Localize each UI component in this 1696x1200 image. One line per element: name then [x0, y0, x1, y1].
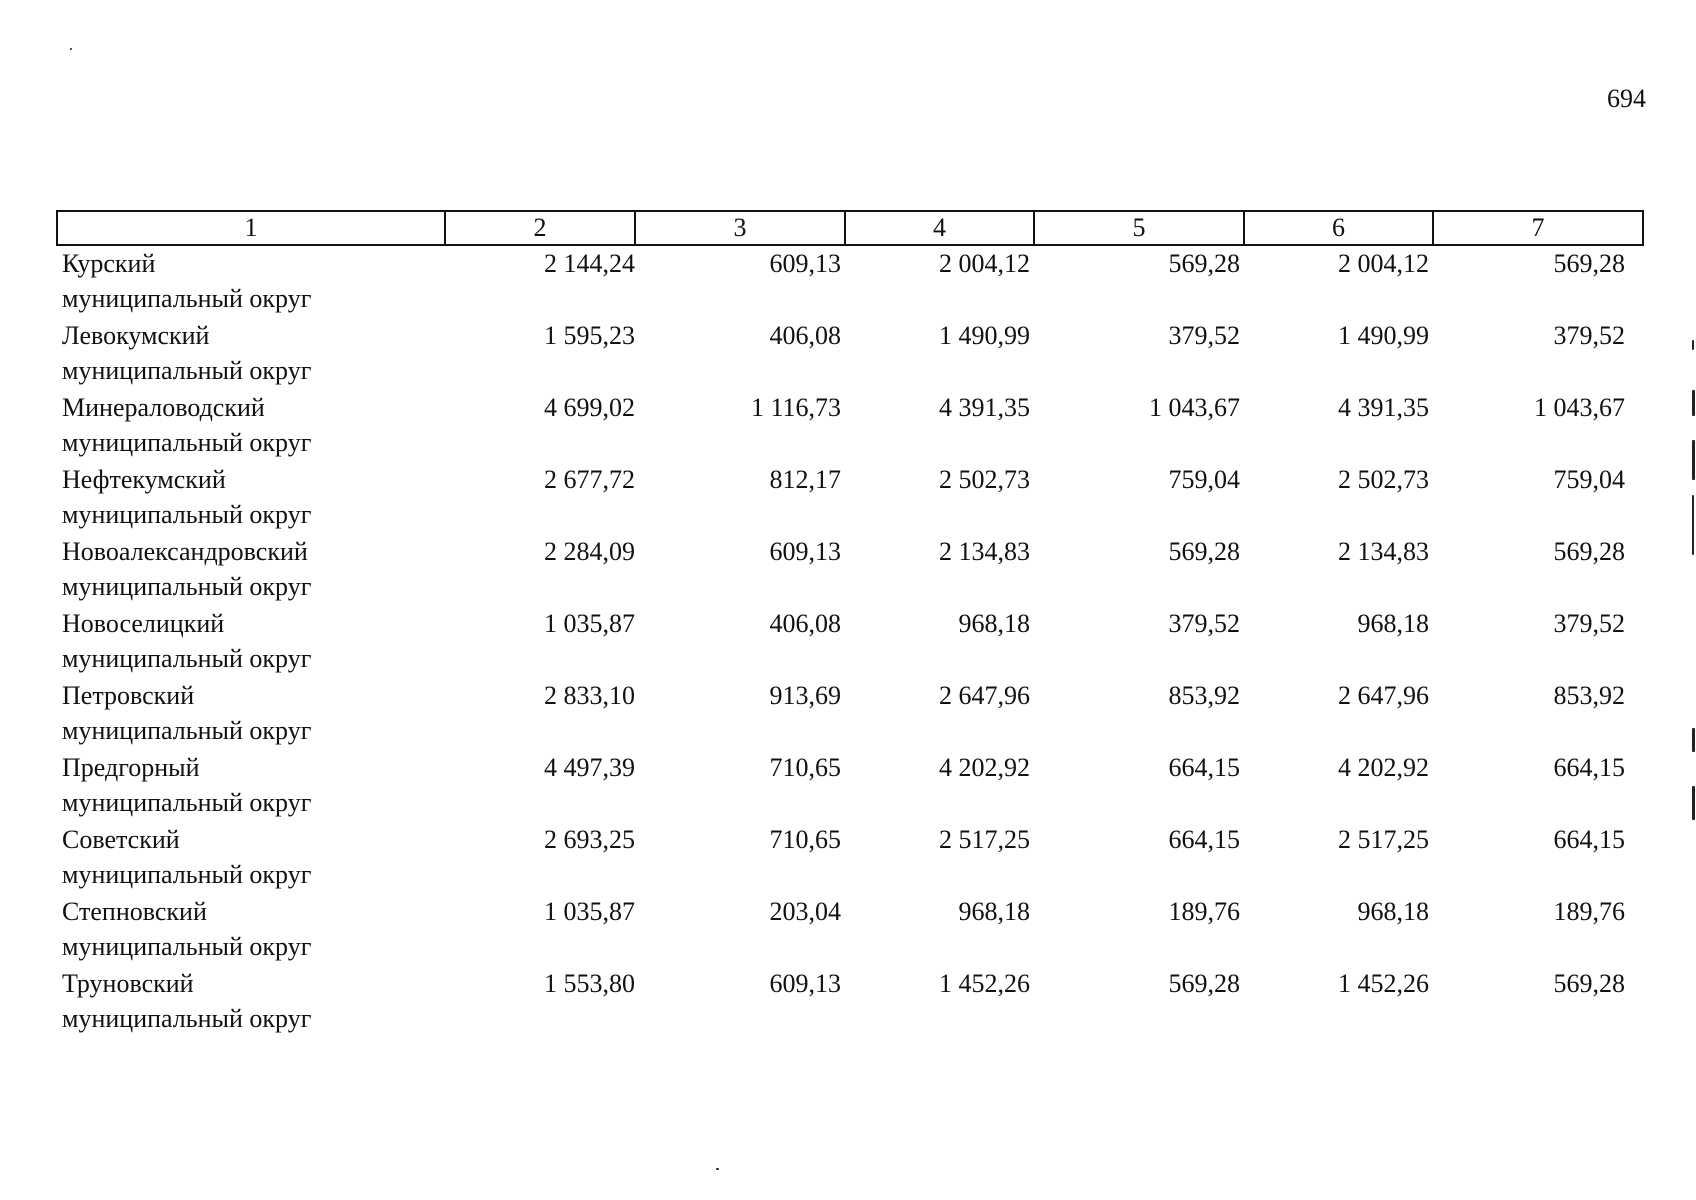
- value-cell-c3: 1 116,73: [750, 393, 841, 422]
- table-row: [57, 678, 1643, 750]
- column-header: 1: [57, 211, 445, 245]
- column-header: 4: [845, 211, 1034, 245]
- value-cell-c7: 759,04: [1553, 465, 1625, 494]
- value-cell-c4: 2 517,25: [939, 825, 1030, 854]
- value-cell-c3: 913,69: [769, 681, 841, 710]
- value-cell-c6: 4 391,35: [1338, 393, 1429, 422]
- value-cell-c6: 968,18: [1357, 609, 1429, 638]
- value-cell-c4: 1 452,26: [939, 969, 1030, 998]
- value-cell-c3: 609,13: [769, 249, 841, 278]
- district-type: муниципальный округ: [62, 284, 312, 313]
- value-cell-c4: 1 490,99: [939, 321, 1030, 350]
- district-type: муниципальный округ: [62, 788, 312, 817]
- district-name: Новоселицкий: [62, 609, 225, 638]
- district-type: муниципальный округ: [62, 932, 312, 961]
- district-type: муниципальный округ: [62, 428, 312, 457]
- table-row: [57, 750, 1643, 822]
- value-cell-c7: 853,92: [1553, 681, 1625, 710]
- district-type: муниципальный округ: [62, 1004, 312, 1033]
- value-cell-c5: 379,52: [1168, 321, 1240, 350]
- value-cell-c7: 189,76: [1553, 897, 1625, 926]
- scan-speck: [716, 1168, 719, 1170]
- value-cell-c2: 1 553,80: [544, 969, 635, 998]
- district-name: Труновский: [62, 969, 194, 998]
- value-cell-c3: 710,65: [769, 753, 841, 782]
- district-name: Степновский: [62, 897, 207, 926]
- value-cell-c7: 664,15: [1553, 753, 1625, 782]
- scan-speck: [1692, 728, 1695, 752]
- value-cell-c7: 569,28: [1553, 969, 1625, 998]
- value-cell-c7: 569,28: [1553, 537, 1625, 566]
- table-row: [57, 462, 1643, 534]
- district-name: Нефтекумский: [62, 465, 226, 494]
- district-name-cell: [57, 966, 445, 1038]
- value-cell-c3: 609,13: [769, 537, 841, 566]
- value-cell-c7: 379,52: [1553, 609, 1625, 638]
- value-cell-c4: 968,18: [958, 897, 1030, 926]
- value-cell-c5: 379,52: [1168, 609, 1240, 638]
- value-cell-c3: 710,65: [769, 825, 841, 854]
- value-cell-c3: 812,17: [769, 465, 841, 494]
- value-cell-c6: 1 452,26: [1338, 969, 1429, 998]
- value-cell-c6: 2 134,83: [1338, 537, 1429, 566]
- district-type: муниципальный округ: [62, 644, 312, 673]
- value-cell-c6: 2 647,96: [1338, 681, 1429, 710]
- table-row: [57, 318, 1643, 390]
- table-body: [57, 245, 1643, 1038]
- value-cell-c5: 664,15: [1168, 753, 1240, 782]
- column-header: 3: [635, 211, 845, 245]
- value-cell-c5: 569,28: [1168, 249, 1240, 278]
- value-cell-c2: 1 035,87: [544, 609, 635, 638]
- value-cell-c5: 1 043,67: [1149, 393, 1240, 422]
- value-cell-c3: 406,08: [769, 609, 841, 638]
- value-cell-c4: 2 647,96: [939, 681, 1030, 710]
- column-header: 7: [1433, 211, 1643, 245]
- value-cell-c5: 569,28: [1168, 537, 1240, 566]
- value-cell-c7: 569,28: [1553, 249, 1625, 278]
- district-name-cell: [57, 750, 445, 822]
- value-cell-c2: 4 497,39: [544, 753, 635, 782]
- district-name-cell: [57, 894, 445, 966]
- value-cell-c5: 759,04: [1168, 465, 1240, 494]
- value-cell-c2: 4 699,02: [544, 393, 635, 422]
- data-table: [56, 210, 1644, 1038]
- table-row: [57, 245, 1643, 318]
- district-name-cell: [57, 678, 445, 750]
- district-type: муниципальный округ: [62, 716, 312, 745]
- table-row: [57, 822, 1643, 894]
- value-cell-c4: 4 202,92: [939, 753, 1030, 782]
- scan-speck: [1692, 786, 1695, 820]
- column-header: 2: [445, 211, 635, 245]
- district-name-cell: [57, 606, 445, 678]
- value-cell-c4: 968,18: [958, 609, 1030, 638]
- district-name-cell: [57, 534, 445, 606]
- district-name: Минераловодский: [62, 393, 265, 422]
- value-cell-c5: 569,28: [1168, 969, 1240, 998]
- value-cell-c2: 1 035,87: [544, 897, 635, 926]
- scan-speck: [1692, 440, 1695, 480]
- district-type: муниципальный округ: [62, 500, 312, 529]
- district-name: Советский: [62, 825, 180, 854]
- value-cell-c2: 2 677,72: [544, 465, 635, 494]
- value-cell-c4: 2 502,73: [939, 465, 1030, 494]
- district-name-cell: [57, 822, 445, 894]
- value-cell-c3: 203,04: [769, 897, 841, 926]
- table-row: [57, 606, 1643, 678]
- value-cell-c5: 853,92: [1168, 681, 1240, 710]
- header-row: [57, 211, 1643, 245]
- district-name: Левокумский: [62, 321, 210, 350]
- table-row: [57, 534, 1643, 606]
- scan-speck: [70, 48, 72, 50]
- value-cell-c7: 379,52: [1553, 321, 1625, 350]
- district-name-cell: [57, 462, 445, 534]
- district-name: Курский: [62, 249, 156, 278]
- district-type: муниципальный округ: [62, 356, 312, 385]
- value-cell-c4: 4 391,35: [939, 393, 1030, 422]
- scan-speck: [1692, 495, 1694, 555]
- district-name: Новоалександровский: [62, 537, 308, 566]
- table-row: [57, 894, 1643, 966]
- column-header: 6: [1244, 211, 1433, 245]
- district-name: Предгорный: [62, 753, 200, 782]
- district-name: Петровский: [62, 681, 195, 710]
- page-number: 694: [1607, 84, 1646, 113]
- value-cell-c6: 2 502,73: [1338, 465, 1429, 494]
- district-type: муниципальный округ: [62, 860, 312, 889]
- table-row: [57, 390, 1643, 462]
- value-cell-c6: 4 202,92: [1338, 753, 1429, 782]
- value-cell-c2: 1 595,23: [544, 321, 635, 350]
- value-cell-c3: 406,08: [769, 321, 841, 350]
- district-name-cell: [57, 318, 445, 390]
- value-cell-c6: 1 490,99: [1338, 321, 1429, 350]
- value-cell-c4: 2 004,12: [939, 249, 1030, 278]
- value-cell-c2: 2 284,09: [544, 537, 635, 566]
- value-cell-c7: 664,15: [1553, 825, 1625, 854]
- value-cell-c2: 2 693,25: [544, 825, 635, 854]
- value-cell-c3: 609,13: [769, 969, 841, 998]
- district-name-cell: [57, 245, 445, 318]
- value-cell-c6: 968,18: [1357, 897, 1429, 926]
- value-cell-c6: 2 004,12: [1338, 249, 1429, 278]
- value-cell-c4: 2 134,83: [939, 537, 1030, 566]
- value-cell-c6: 2 517,25: [1338, 825, 1429, 854]
- value-cell-c5: 664,15: [1168, 825, 1240, 854]
- column-header: 5: [1034, 211, 1244, 245]
- table-row: [57, 966, 1643, 1038]
- value-cell-c5: 189,76: [1168, 897, 1240, 926]
- scan-speck: [1692, 340, 1694, 350]
- scan-speck: [1692, 390, 1695, 416]
- district-type: муниципальный округ: [62, 572, 312, 601]
- district-name-cell: [57, 390, 445, 462]
- value-cell-c2: 2 833,10: [544, 681, 635, 710]
- value-cell-c2: 2 144,24: [544, 249, 635, 278]
- value-cell-c7: 1 043,67: [1534, 393, 1625, 422]
